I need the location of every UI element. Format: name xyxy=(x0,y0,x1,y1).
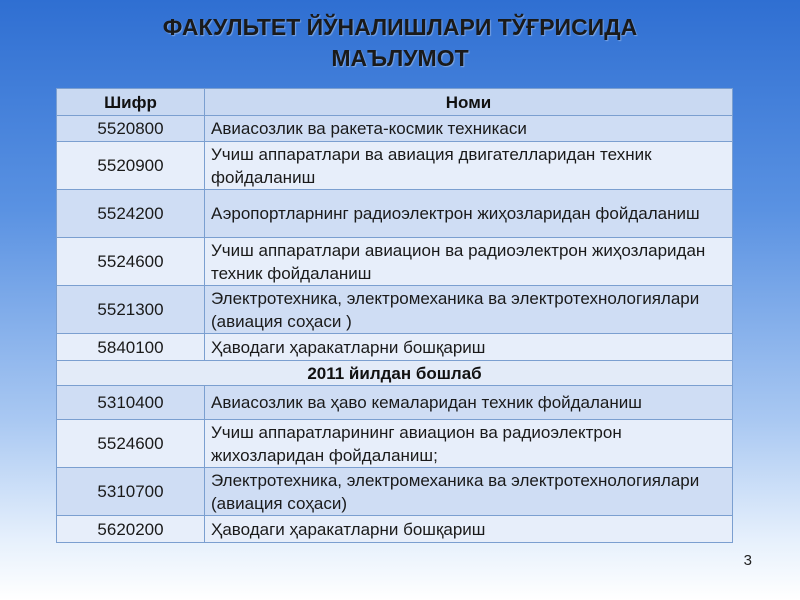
page-number: 3 xyxy=(743,552,752,569)
table-row xyxy=(57,238,733,286)
section-row xyxy=(57,361,733,386)
table-row xyxy=(57,142,733,190)
code-cell: 5310700 xyxy=(57,468,205,516)
column-header-name: Номи xyxy=(205,89,733,116)
page-title-line-2: МАЪЛУМОТ xyxy=(331,45,469,71)
page-title-line-1: ФАКУЛЬТЕТ ЙЎНАЛИШЛАРИ ТЎҒРИСИДА xyxy=(162,14,638,40)
column-header-code: Шифр xyxy=(57,89,205,116)
name-cell: Ҳаводаги ҳаракатларни бошқариш xyxy=(205,334,733,361)
name-cell: Авиасозлик ва ракета-космик техникаси xyxy=(205,116,733,142)
table-row xyxy=(57,190,733,238)
directions-table xyxy=(56,88,733,543)
table-header-row xyxy=(57,89,733,116)
name-cell: Учиш аппаратлари авиацион ва радиоэлектрон жиҳозларидан техник фойдаланиш xyxy=(205,238,733,286)
page-title xyxy=(0,12,800,74)
table-row xyxy=(57,420,733,468)
table-row xyxy=(57,286,733,334)
name-cell: Электротехника, электромеханика ва электротехнологиялари (авиация соҳаси) xyxy=(205,468,733,516)
code-cell: 5524600 xyxy=(57,238,205,286)
table-row xyxy=(57,468,733,516)
name-cell: Аэропортларнинг радиоэлектрон жиҳозларидан фойдаланиш xyxy=(205,190,733,238)
name-cell: Учиш аппаратлари ва авиация двигателларидан техник фойдаланиш xyxy=(205,142,733,190)
code-cell: 5620200 xyxy=(57,516,205,543)
code-cell: 5521300 xyxy=(57,286,205,334)
code-cell: 5520800 xyxy=(57,116,205,142)
table-row xyxy=(57,116,733,142)
table-row xyxy=(57,386,733,420)
code-cell: 5310400 xyxy=(57,386,205,420)
name-cell: Учиш аппаратларининг авиацион ва радиоэлектрон жихозларидан фойдаланиш; xyxy=(205,420,733,468)
code-cell: 5840100 xyxy=(57,334,205,361)
name-cell: Авиасозлик ва ҳаво кемаларидан техник фойдаланиш xyxy=(205,386,733,420)
table-row xyxy=(57,516,733,543)
code-cell: 5524200 xyxy=(57,190,205,238)
section-label: 2011 йилдан бошлаб xyxy=(57,361,733,386)
table-row xyxy=(57,334,733,361)
code-cell: 5524600 xyxy=(57,420,205,468)
code-cell: 5520900 xyxy=(57,142,205,190)
name-cell: Ҳаводаги ҳаракатларни бошқариш xyxy=(205,516,733,543)
name-cell: Электротехника, электромеханика ва электротехнологиялари (авиация соҳаси ) xyxy=(205,286,733,334)
